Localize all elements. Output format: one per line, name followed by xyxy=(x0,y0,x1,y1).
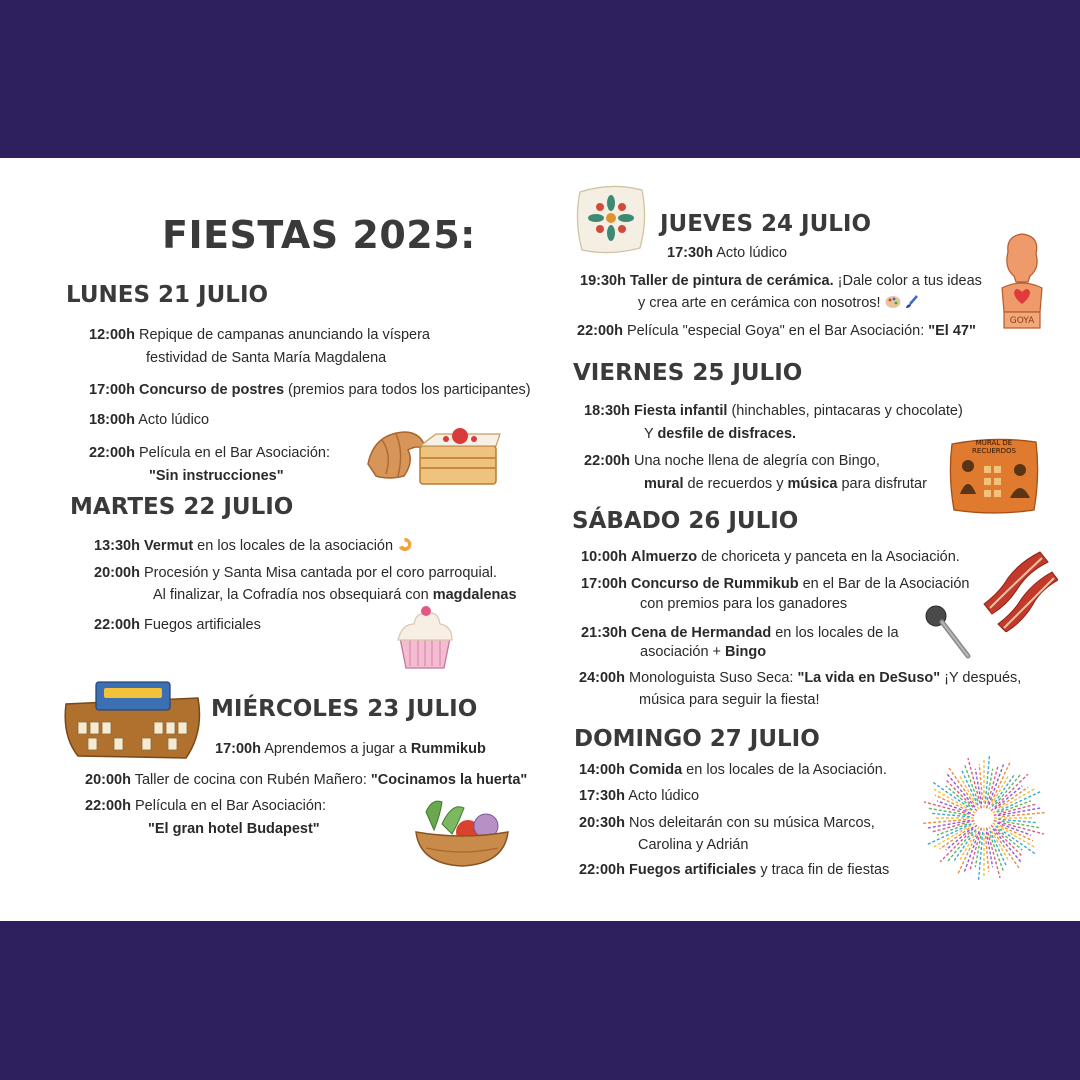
day-heading-domingo: DOMINGO 27 JULIO xyxy=(574,726,820,752)
event-time: 20:00h xyxy=(94,565,140,581)
firework-ray xyxy=(940,828,969,849)
event-jueves-2 xyxy=(580,270,982,293)
firework-ray xyxy=(968,758,981,808)
event-bold: "Sin instrucciones" xyxy=(149,468,284,484)
day-heading-viernes: VIERNES 25 JULIO xyxy=(573,360,803,386)
firework-ray xyxy=(986,836,989,872)
bottom-band xyxy=(0,921,1080,1080)
shrimp-icon xyxy=(397,537,412,552)
event-text: en los locales de la asociación xyxy=(193,538,394,554)
event-viernes-1 xyxy=(584,400,963,423)
event-bold: "Cocinamos la huerta" xyxy=(370,772,528,788)
event-jueves-1 xyxy=(667,242,787,265)
event-text: Película en el Bar Asociación: xyxy=(134,798,327,814)
event-bold: "El gran hotel Budapest" xyxy=(148,821,320,837)
event-time: 17:00h xyxy=(215,741,261,757)
event-time: 22:00h xyxy=(85,798,131,814)
top-band xyxy=(0,0,1080,158)
event-bold: Taller de pintura de cerámica. xyxy=(629,273,834,289)
event-text: asociación + xyxy=(640,644,726,660)
event-time: 19:30h xyxy=(580,273,626,289)
event-bold: desfile de disfraces. xyxy=(657,426,797,442)
event-text: Y xyxy=(644,426,658,442)
event-text: en los locales de la xyxy=(771,625,899,641)
firework-ray xyxy=(985,756,989,804)
event-sabado-2-line2: con premios para los ganadores xyxy=(640,596,848,612)
firework-ray xyxy=(998,830,1023,851)
mural-illustration xyxy=(948,436,1040,516)
firework-ray xyxy=(979,764,982,800)
event-text: Repique de campanas anunciando la víspera xyxy=(138,327,430,343)
event-text: de recuerdos y xyxy=(683,476,788,492)
day-heading-lunes: LUNES 21 JULIO xyxy=(66,282,269,308)
cupcake-illustration xyxy=(394,602,456,670)
event-martes-2-line2 xyxy=(153,584,517,607)
event-time: 20:00h xyxy=(85,772,131,788)
event-bold: magdalenas xyxy=(432,587,517,603)
event-bold: Cena de Hermandad xyxy=(630,625,772,641)
event-sabado-3-line2 xyxy=(640,641,766,664)
event-time: 22:00h xyxy=(94,617,140,633)
event-time: 17:30h xyxy=(579,788,625,804)
event-text: de choriceta y panceta en la Asociación. xyxy=(697,549,960,565)
event-text: Aprendemos a jugar a xyxy=(264,741,411,757)
fireworks-illustration xyxy=(922,756,1046,888)
event-domingo-3-line2: Carolina y Adrián xyxy=(638,837,749,853)
rummikub-illustration xyxy=(58,676,206,766)
event-text: Película en el Bar Asociación: xyxy=(138,445,331,461)
event-domingo-1 xyxy=(579,759,887,782)
day-heading-jueves: JUEVES 24 JULIO xyxy=(660,211,872,237)
event-time: 14:00h xyxy=(579,762,625,778)
event-martes-2 xyxy=(94,562,497,585)
firework-ray xyxy=(987,828,1000,878)
event-time: 22:00h xyxy=(89,445,135,461)
vegetable-bowl-illustration xyxy=(412,794,512,868)
event-bold: "El 47" xyxy=(928,323,976,339)
event-text: y crea arte en cerámica con nosotros! xyxy=(638,295,881,311)
event-lunes-1 xyxy=(89,324,430,347)
day-heading-martes: MARTES 22 JULIO xyxy=(70,494,294,520)
pastries-illustration xyxy=(364,420,504,490)
event-bold: Almuerzo xyxy=(630,549,698,565)
event-text: (premios para todos los participantes) xyxy=(284,382,531,398)
firework-ray xyxy=(996,774,1022,805)
event-bold: Fiesta infantil xyxy=(633,403,728,419)
event-text: Acto lúdico xyxy=(628,788,700,804)
firework-ray xyxy=(999,787,1028,808)
event-time: 17:30h xyxy=(667,245,713,261)
event-viernes-2-line2 xyxy=(644,473,927,496)
event-jueves-3 xyxy=(577,320,976,343)
event-bold: Comida xyxy=(628,762,683,778)
event-miercoles-2 xyxy=(85,769,527,792)
goya-label: GOYA xyxy=(1009,316,1035,326)
event-time: 17:00h xyxy=(581,576,627,592)
firework-ray xyxy=(989,763,1004,804)
event-time: 13:30h xyxy=(94,538,140,554)
bacon-illustration xyxy=(980,548,1058,632)
event-text: Fuegos artificiales xyxy=(143,617,261,633)
event-miercoles-3 xyxy=(85,795,326,818)
event-bold: Vermut xyxy=(143,538,194,554)
event-lunes-4 xyxy=(89,442,330,465)
event-text: en el Bar de la Asociación xyxy=(798,576,970,592)
event-text: Una noche llena de alegría con Bingo, xyxy=(633,453,880,469)
event-text: Acto lúdico xyxy=(716,245,788,261)
event-text: Monologuista Suso Seca: xyxy=(628,670,798,686)
event-text: Taller de cocina con Rubén Mañero: xyxy=(134,772,371,788)
firework-ray xyxy=(964,831,979,872)
event-domingo-2 xyxy=(579,785,699,808)
firework-ray xyxy=(979,832,983,880)
event-text: y traca fin de fiestas xyxy=(756,862,890,878)
event-lunes-3 xyxy=(89,409,209,432)
firework-ray xyxy=(947,832,973,863)
day-heading-sabado: SÁBADO 26 JULIO xyxy=(572,508,799,534)
event-martes-3 xyxy=(94,614,261,637)
event-bold: Concurso de Rummikub xyxy=(630,576,799,592)
event-miercoles-3-line2 xyxy=(148,818,320,841)
event-viernes-1-line2 xyxy=(644,423,796,446)
event-martes-1 xyxy=(94,535,412,558)
ceramic-tile-illustration xyxy=(574,182,648,256)
event-time: 22:00h xyxy=(577,323,623,339)
event-bold: Fuegos artificiales xyxy=(628,862,757,878)
event-lunes-2 xyxy=(89,379,531,402)
event-text: Película "especial Goya" en el Bar Asociación: xyxy=(626,323,929,339)
event-bold: música xyxy=(787,476,838,492)
event-lunes-4-line2 xyxy=(149,465,284,488)
event-sabado-4 xyxy=(579,667,1021,690)
event-text: (hinchables, pintacaras y chocolate) xyxy=(727,403,963,419)
event-text: ¡Dale color a tus ideas xyxy=(833,273,982,289)
palette-icon xyxy=(885,295,901,309)
event-domingo-4 xyxy=(579,859,889,882)
goya-bust-illustration xyxy=(998,232,1046,332)
event-bold: "La vida en DeSuso" xyxy=(797,670,941,686)
paintbrush-icon xyxy=(905,295,919,309)
event-bold: Concurso de postres xyxy=(138,382,285,398)
page-title: FIESTAS 2025: xyxy=(162,213,476,257)
event-sabado-4-line2: música para seguir la fiesta! xyxy=(639,692,820,708)
event-lunes-1-line2: festividad de Santa María Magdalena xyxy=(146,350,387,366)
event-text: Acto lúdico xyxy=(138,412,210,428)
event-bold: mural xyxy=(644,476,684,492)
event-time: 21:30h xyxy=(581,625,627,641)
event-jueves-2-line2 xyxy=(638,292,919,315)
event-time: 24:00h xyxy=(579,670,625,686)
event-text: para disfrutar xyxy=(837,476,927,492)
event-domingo-3 xyxy=(579,812,875,835)
event-bold: Rummikub xyxy=(410,741,486,757)
event-time: 12:00h xyxy=(89,327,135,343)
event-time: 20:30h xyxy=(579,815,625,831)
event-sabado-1 xyxy=(581,546,960,569)
event-bold: Bingo xyxy=(725,644,767,660)
event-time: 17:00h xyxy=(89,382,135,398)
event-text: Procesión y Santa Misa cantada por el coro parroquial. xyxy=(143,565,498,581)
event-time: 22:00h xyxy=(584,453,630,469)
event-miercoles-1 xyxy=(215,738,486,761)
event-time: 18:30h xyxy=(584,403,630,419)
event-viernes-2 xyxy=(584,450,880,473)
microphone-illustration xyxy=(924,604,972,660)
event-text: en los locales de la Asociación. xyxy=(682,762,887,778)
event-time: 10:00h xyxy=(581,549,627,565)
day-heading-miercoles: MIÉRCOLES 23 JULIO xyxy=(211,696,478,722)
event-time: 18:00h xyxy=(89,412,135,428)
event-time: 22:00h xyxy=(579,862,625,878)
event-text: Al finalizar, la Cofradía nos obsequiará con xyxy=(153,587,433,603)
firework-ray xyxy=(946,786,971,807)
mural-label: MURAL DE RECUERDOS xyxy=(972,439,1016,455)
event-text: ¡Y después, xyxy=(940,670,1022,686)
event-text: Nos deleitarán con su música Marcos, xyxy=(628,815,875,831)
